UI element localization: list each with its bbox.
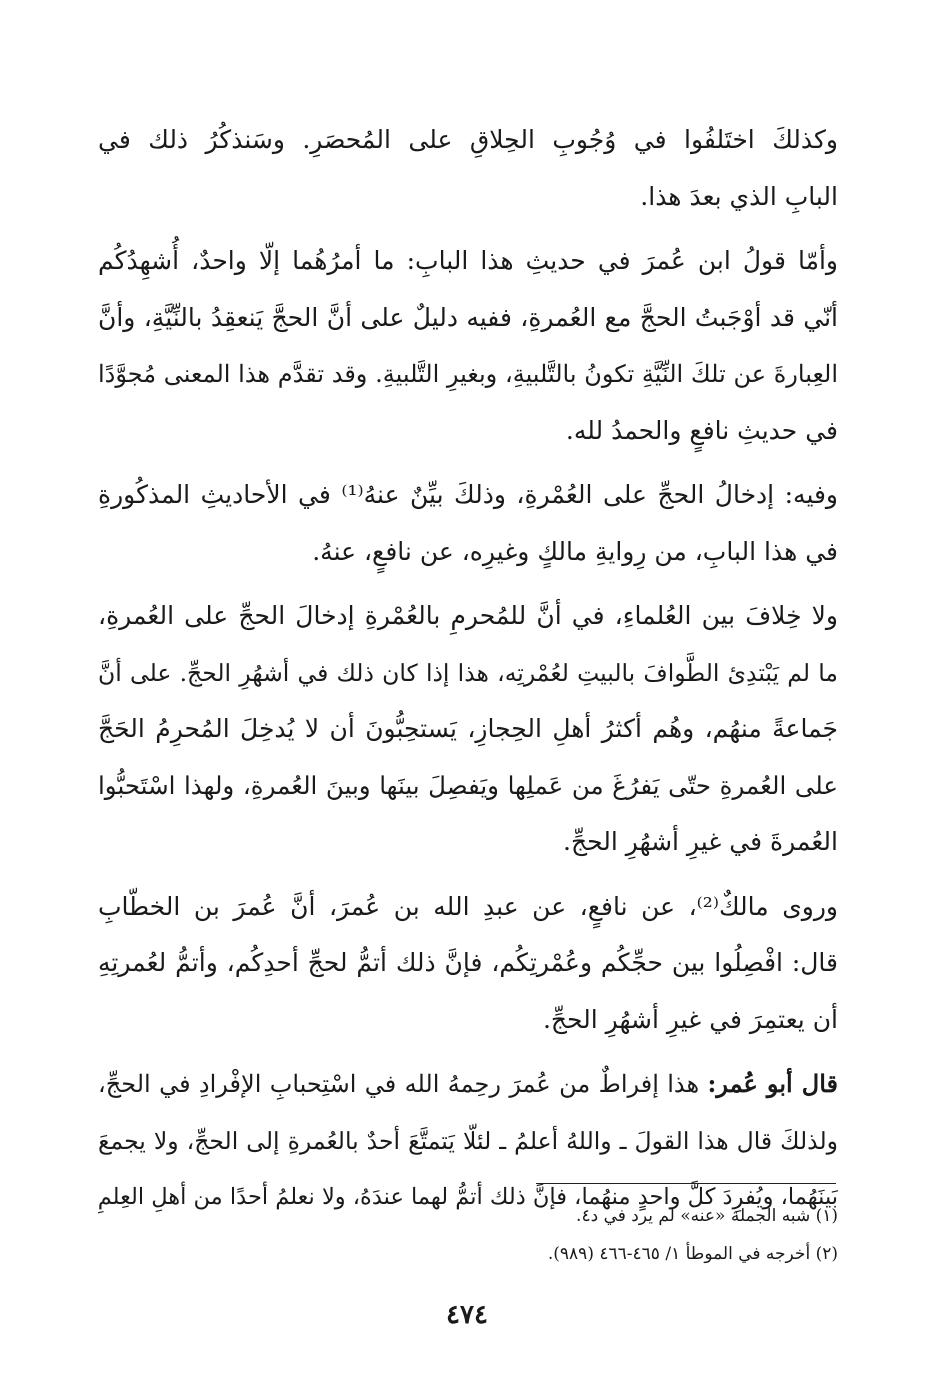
text-line: قال: افْصِلُوا بين حجِّكُم وعُمْرتِكُم، فإنَّ ذلك أتمُّ لحجِّ أحدِكُم، وأتمُّ لعُمرتِهِ bbox=[98, 948, 838, 977]
paragraph-5 bbox=[98, 879, 838, 1049]
text-line: وفيه: إدخالُ الحجِّ على العُمْرةِ، وذلكَ بيِّنٌ عنهُ⁽¹⁾ في الأحاديثِ المذكُورةِ bbox=[98, 480, 838, 509]
text-line: بَينَهُما، ويُفرِدَ كلَّ واحدٍ منهُما، فإنَّ ذلك أتمُّ لهما عندَهُ، ولا نعلمُ أحدًا من أهلِ العِلمِ bbox=[98, 1184, 838, 1210]
text-line: وأمّا قولُ ابن عُمرَ في حديثِ هذا البابِ: ما أمرُهُما إلّا واحدٌ، أُشهِدُكُم bbox=[98, 246, 838, 275]
text-line: في هذا البابِ، من رِوايةِ مالكٍ وغيرِه، عن نافعٍ، عنهُ. bbox=[312, 536, 838, 566]
text-line: ما لم يَبْتدِئ الطَّوافَ بالبيتِ لعُمْرتِه، هذا إذا كان ذلك في أشهُرِ الحجِّ. على أنَّ bbox=[98, 658, 838, 687]
footnote-2: (٢) أخرجه في الموطأ ١/ ٤٦٥-٤٦٦ (٩٨٩). bbox=[547, 1244, 838, 1264]
text-line: وروى مالكٌ⁽²⁾، عن نافعٍ، عن عبدِ الله بن عُمرَ، أنَّ عُمرَ بن الخطّابِ bbox=[98, 891, 838, 921]
paragraph-3 bbox=[98, 467, 838, 580]
text-line: ولا خِلافَ بين العُلماءِ، في أنَّ للمُحرمِ بالعُمْرةِ إدخالَ الحجِّ على العُمرةِ، bbox=[98, 601, 838, 630]
speaker-label: قال أبو عُمر: bbox=[707, 1069, 838, 1098]
line-text: هذا إفراطٌ من عُمرَ رحِمهُ الله في اسْتِحبابِ الإفْرادِ في الحجِّ، bbox=[98, 1070, 708, 1098]
text-line: في حديثِ نافعٍ والحمدُ لله. bbox=[565, 415, 838, 445]
paragraph-1 bbox=[98, 112, 838, 225]
paragraph-4 bbox=[98, 588, 838, 871]
text-line: على العُمرةِ حتّى يَفرُغَ من عَملِها ويَفصِلَ بينَها وبينَ العُمرةِ، ولهذا اسْتَحبُّوا bbox=[98, 770, 838, 800]
text-line: وكذلكَ اختَلفُوا في وُجُوبِ الحِلاقِ على المُحصَرِ. وسَنذكُرُ ذلك في bbox=[98, 125, 838, 154]
footnote-1: (١) شبه الجملة «عنه» لم يرد في د٤. bbox=[576, 1206, 838, 1226]
text-line: البابِ الذي بعدَ هذا. bbox=[640, 181, 838, 211]
text-line: جَماعةً منهُم، وهُم أكثرُ أهلِ الحِجازِ، يَستحِبُّونَ أن لا يُدخِلَ المُحرِمُ الحَجَّ bbox=[98, 714, 838, 743]
footnotes bbox=[98, 1197, 838, 1273]
text-line bbox=[98, 1056, 838, 1113]
text-line: أن يعتمِرَ في غيرِ أشهُرِ الحجِّ. bbox=[542, 1004, 838, 1034]
text-line: ولذلكَ قال هذا القولَ ـ واللهُ أعلمُ ـ لئلّا يَتمتَّعَ أحدٌ بالعُمرةِ إلى الحجِّ، ولا يجمعَ bbox=[98, 1126, 838, 1155]
main-text bbox=[98, 112, 838, 1234]
footnote-divider bbox=[536, 1183, 836, 1184]
text-line: العِبارةَ عن تلكَ النِّيَّةِ تكونُ بالتَّلبيةِ، وبغيرِ التَّلبيةِ. وقد تقدَّم هذا المعنى مُجوَّدًا bbox=[98, 360, 838, 388]
text-line: العُمرةَ في غيرِ أشهُرِ الحجِّ. bbox=[563, 827, 838, 856]
paragraph-2 bbox=[98, 233, 838, 459]
text-line: أنّي قد أوْجَبتُ الحجَّ مع العُمرةِ، ففيه دليلٌ على أنَّ الحجَّ يَنعقِدُ بالنِّيَّةِ، وأنَّ bbox=[98, 302, 838, 332]
page-number: ٤٧٤ bbox=[446, 1300, 488, 1330]
